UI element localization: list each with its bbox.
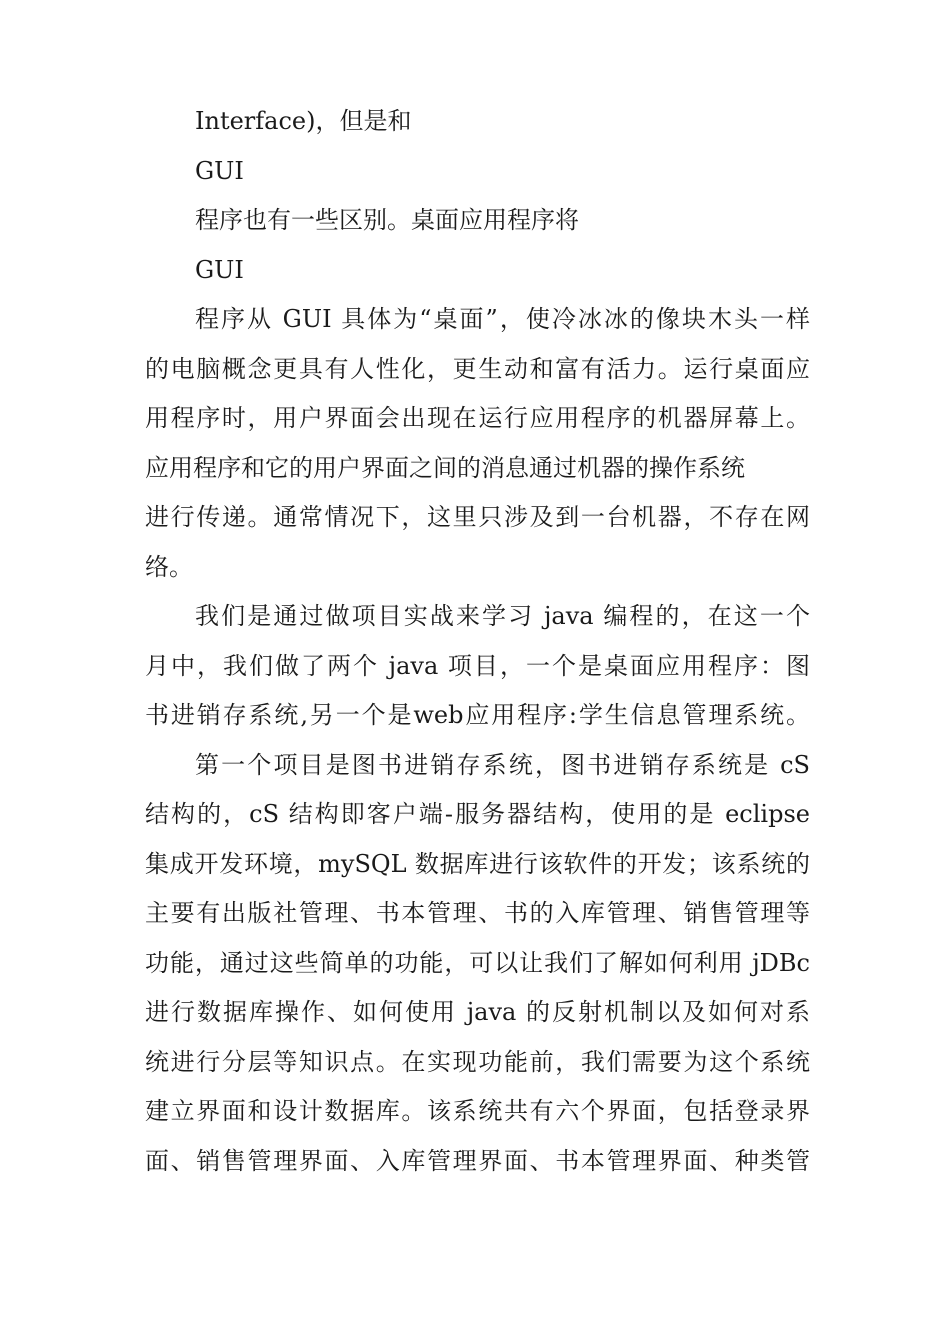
text-line: 用程序时，用户界面会出现在运行应用程序的机器屏幕上。 bbox=[145, 404, 810, 432]
text-line: GUI bbox=[195, 255, 244, 284]
text-line: 第一个项目是图书进销存系统，图书进销存系统是 cS bbox=[195, 750, 810, 779]
text-line: 我们是通过做项目实战来学习 java 编程的，在这一个 bbox=[195, 602, 810, 630]
text-line: 建立界面和设计数据库。该系统共有六个界面，包括登录界 bbox=[145, 1097, 810, 1125]
text-line: 络。 bbox=[145, 552, 193, 581]
text-line: 应用程序和它的用户界面之间的消息通过机器的操作系统 bbox=[145, 453, 745, 482]
text-line: 面、销售管理界面、入库管理界面、书本管理界面、种类管 bbox=[145, 1146, 810, 1175]
text-line: 进行数据库操作、如何使用 java 的反射机制以及如何对系 bbox=[145, 998, 810, 1026]
body-text bbox=[145, 97, 810, 1186]
text-line: GUI bbox=[195, 156, 244, 185]
text-line: 集成开发环境，mySQL 数据库进行该软件的开发；该系统的 bbox=[145, 849, 810, 878]
text-line: 进行传递。通常情况下，这里只涉及到一台机器，不存在网 bbox=[145, 503, 810, 531]
text-line: 程序也有一些区别。桌面应用程序将 bbox=[195, 206, 579, 234]
text-line: 结构的，cS 结构即客户端-服务器结构，使用的是 eclipse bbox=[145, 800, 810, 828]
text-line: 主要有出版社管理、书本管理、书的入库管理、销售管理等 bbox=[145, 899, 810, 927]
text-line: Interface)，但是和 bbox=[195, 107, 412, 135]
text-line: 月中，我们做了两个 java 项目，一个是桌面应用程序：图 bbox=[145, 651, 810, 680]
text-line: 书进销存系统,另一个是web应用程序:学生信息管理系统。 bbox=[145, 701, 810, 729]
text-line: 功能，通过这些简单的功能，可以让我们了解如何利用 jDBc bbox=[145, 948, 810, 977]
text-line: 程序从 GUI 具体为“桌面”，使冷冰冰的像块木头一样 bbox=[195, 305, 810, 333]
text-line: 的电脑概念更具有人性化，更生动和富有活力。运行桌面应 bbox=[145, 354, 810, 383]
text-line: 统进行分层等知识点。在实现功能前，我们需要为这个系统 bbox=[145, 1047, 810, 1076]
